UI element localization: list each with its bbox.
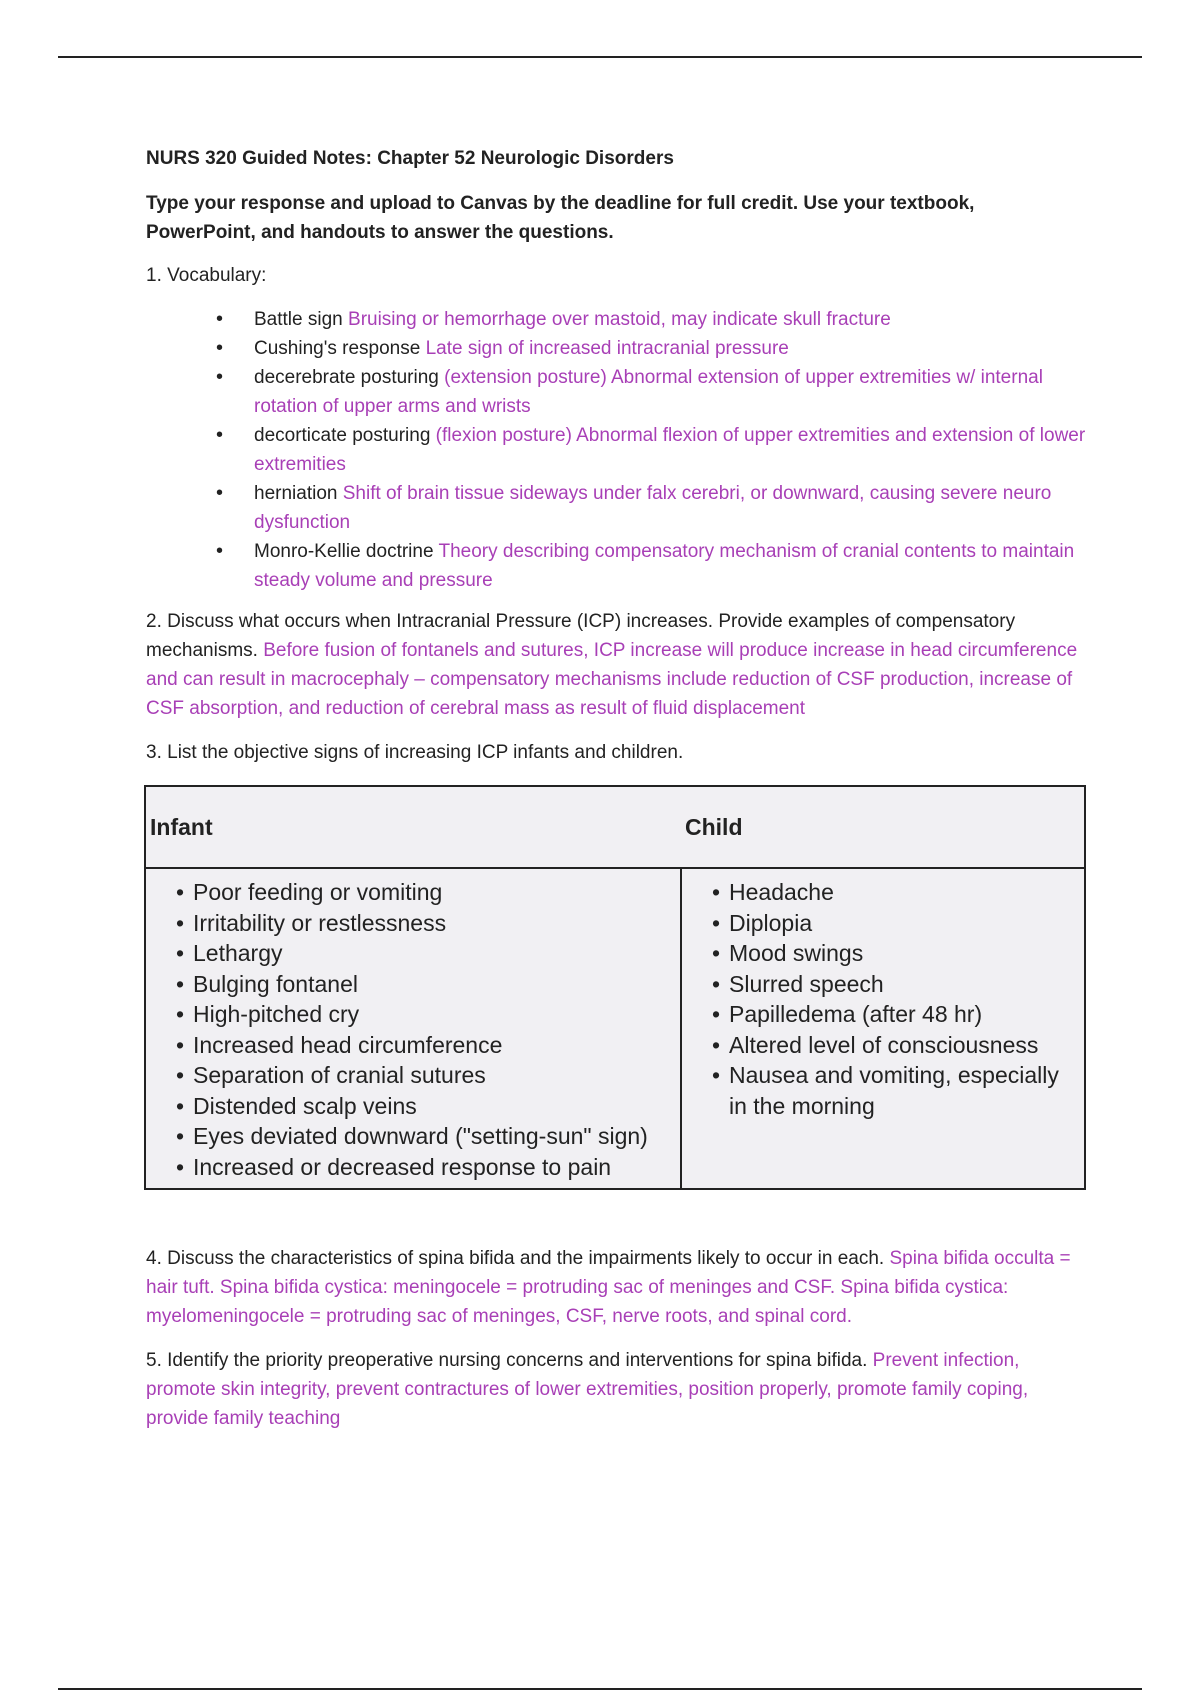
vocabulary-list	[146, 305, 1086, 595]
vocab-definition: Shift of brain tissue sideways under falx cerebri, or downward, causing severe neuro dysfunction	[254, 483, 1052, 533]
icp-signs-table	[144, 785, 1086, 1190]
q5	[146, 1346, 1086, 1433]
vocab-item	[254, 334, 1086, 363]
vocab-term: Monro-Kellie doctrine	[254, 541, 434, 562]
infant-sign: • Lethargy	[176, 938, 676, 969]
infant-sign: • Separation of cranial sutures	[176, 1060, 676, 1091]
q4-prompt: 4. Discuss the characteristics of spina bifida and the impairments likely to occur in each.	[146, 1248, 885, 1269]
child-sign: • Slurred speech	[712, 969, 1080, 1000]
vocab-item	[254, 421, 1086, 479]
infant-sign: • Irritability or restlessness	[176, 908, 676, 939]
q5-answer: Prevent infection, promote skin integrity, prevent contractures of lower extremities, position properly, promote family coping, provide family teaching	[146, 1350, 1029, 1429]
q2	[146, 607, 1086, 723]
vocab-term: decorticate posturing	[254, 425, 431, 446]
top-rule	[58, 56, 1142, 58]
vocab-item	[254, 363, 1086, 421]
infant-sign: • Poor feeding or vomiting	[176, 877, 676, 908]
infant-header: Infant	[145, 786, 681, 868]
q3-prompt: 3. List the objective signs of increasing ICP infants and children.	[146, 742, 684, 763]
q2-answer: Before fusion of fontanels and sutures, ICP increase will produce increase in head circumference and can result in macrocephaly – compensatory mechanisms include reduction of CSF production, increase of CSF absorption, and reduction of cerebral mass as result of fluid displacement	[146, 640, 1078, 719]
infant-sign: • Distended scalp veins	[176, 1091, 676, 1122]
infant-sign: • Bulging fontanel	[176, 969, 676, 1000]
vocab-definition: (extension posture) Abnormal extension of upper extremities w/ internal rotation of upper arms and wrists	[254, 367, 1043, 417]
q1-prompt: 1. Vocabulary:	[146, 265, 267, 286]
infant-sign: • Increased or decreased response to pain	[176, 1152, 676, 1183]
child-sign: • Altered level of consciousness	[712, 1030, 1080, 1061]
bottom-rule	[58, 1688, 1142, 1690]
child-sign: • Diplopia	[712, 908, 1080, 939]
child-sign: • Mood swings	[712, 938, 1080, 969]
q5-prompt: 5. Identify the priority preoperative nursing concerns and interventions for spina bifida.	[146, 1350, 868, 1371]
q2-prompt: 2. Discuss what occurs when Intracranial Pressure (ICP) increases. Provide examples of compensatory mechanisms.	[146, 611, 1016, 661]
vocab-definition: Late sign of increased intracranial pressure	[425, 338, 789, 359]
vocab-definition: Bruising or hemorrhage over mastoid, may indicate skull fracture	[348, 309, 891, 330]
vocab-term: Battle sign	[254, 309, 343, 330]
infant-sign: • Eyes deviated downward ("setting-sun" sign)	[176, 1121, 676, 1152]
q4-answer: Spina bifida occulta = hair tuft. Spina bifida cystica: meningocele = protruding sac of meninges and CSF. Spina bifida cystica: myelomeningocele = protruding sac of meninges, CSF, nerve roots, and spinal cord.	[146, 1248, 1071, 1327]
vocab-term: decerebrate posturing	[254, 367, 439, 388]
child-header: Child	[681, 786, 1085, 868]
document-title: NURS 320 Guided Notes: Chapter 52 Neurologic Disorders	[146, 148, 674, 169]
vocab-item	[254, 305, 1086, 334]
vocab-term: Cushing's response	[254, 338, 421, 359]
child-signs-list	[712, 877, 1080, 1121]
vocab-term: herniation	[254, 483, 338, 504]
child-sign: • Headache	[712, 877, 1080, 908]
infant-column	[145, 868, 681, 1189]
q4	[146, 1244, 1086, 1331]
vocab-definition: (flexion posture) Abnormal flexion of upper extremities and extension of lower extremities	[254, 425, 1086, 475]
infant-sign: • High-pitched cry	[176, 999, 676, 1030]
vocab-item	[254, 479, 1086, 537]
instructions: Type your response and upload to Canvas by the deadline for full credit. Use your textbook, PowerPoint, and handouts to answer the questions.	[146, 193, 975, 243]
child-sign: • Nausea and vomiting, especially in the morning	[712, 1060, 1080, 1121]
infant-signs-list	[176, 877, 676, 1182]
child-column	[681, 868, 1085, 1189]
vocab-definition: Theory describing compensatory mechanism of cranial contents to maintain steady volume and pressure	[254, 541, 1075, 591]
document-body	[146, 144, 1086, 1448]
child-sign: • Papilledema (after 48 hr)	[712, 999, 1080, 1030]
infant-sign: • Increased head circumference	[176, 1030, 676, 1061]
vocab-item	[254, 537, 1086, 595]
